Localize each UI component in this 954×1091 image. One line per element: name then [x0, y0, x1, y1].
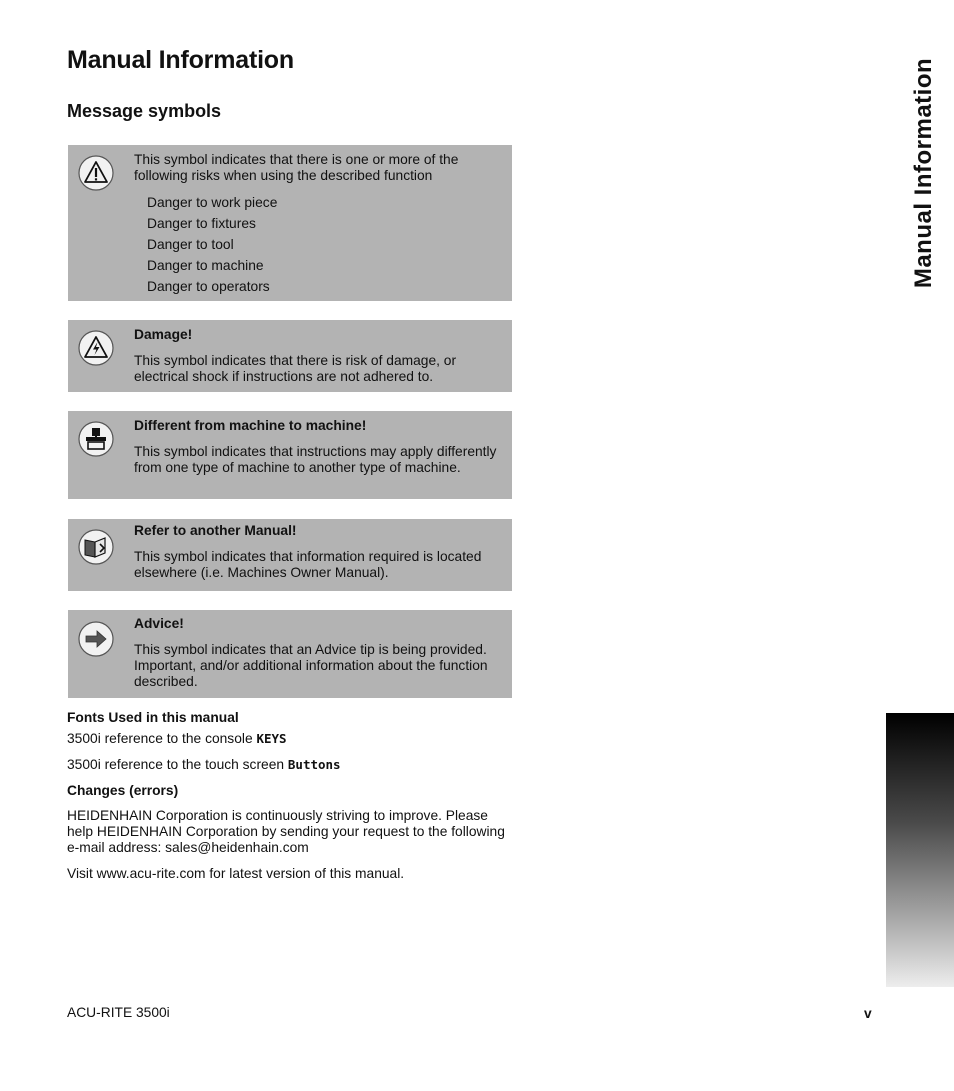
symbol-text	[134, 418, 502, 476]
symbol-text	[134, 616, 502, 690]
side-gradient-bar	[886, 713, 954, 987]
visit-text: Visit www.acu-rite.com for latest version of this manual.	[67, 866, 405, 881]
list-item: Danger to fixtures	[147, 216, 256, 231]
list-item: Danger to operators	[147, 279, 270, 294]
symbol-description: This symbol indicates that instructions may apply differently from one type of machine to another type of machine.	[134, 444, 497, 475]
list-item: Danger to machine	[147, 258, 264, 273]
manual-book-icon	[78, 529, 114, 565]
footer-product: ACU-RITE 3500i	[67, 1005, 170, 1020]
machine-icon	[78, 421, 114, 457]
symbol-box-advice	[68, 610, 512, 698]
symbol-description: This symbol indicates that an Advice tip is being provided. Important, and/or additional information about the function described.	[134, 642, 488, 689]
symbol-heading: Advice!	[134, 616, 184, 631]
changes-section	[67, 783, 513, 882]
keys-sample: KEYS	[256, 731, 287, 746]
list-item: Danger to work piece	[147, 195, 278, 210]
advice-arrow-icon	[78, 621, 114, 657]
electrical-shock-warning-icon	[78, 330, 114, 366]
section-title: Message symbols	[67, 101, 222, 121]
symbol-box-damage	[68, 320, 512, 392]
changes-paragraph: HEIDENHAIN Corporation is continuously striving to improve. Please help HEIDENHAIN Corporation by sending your request to the following e-mail address: sales@heidenhain.com	[67, 808, 505, 855]
warning-exclamation-icon	[78, 155, 114, 191]
page-number: v	[864, 1006, 872, 1021]
symbol-text	[134, 152, 502, 297]
buttons-sample: Buttons	[287, 757, 341, 772]
symbol-text	[134, 327, 502, 385]
side-tab-label	[904, 50, 944, 295]
keys-line	[67, 731, 517, 747]
symbol-text	[134, 523, 502, 581]
buttons-text: 3500i reference to the touch screen	[67, 757, 288, 772]
symbol-description: This symbol indicates that information required is located elsewhere (i.e. Machines Owner Manual).	[134, 549, 482, 580]
symbol-heading: Refer to another Manual!	[134, 523, 297, 538]
symbol-heading: Damage!	[134, 327, 193, 342]
symbol-description: This symbol indicates that there is one or more of the following risks when using the described function	[134, 152, 459, 183]
list-item: Danger to tool	[147, 237, 234, 252]
symbol-description: This symbol indicates that there is risk of damage, or electrical shock if instructions are not adhered to.	[134, 353, 457, 384]
page-title: Manual Information	[67, 46, 294, 74]
keys-text: 3500i reference to the console	[67, 731, 257, 746]
symbol-heading: Different from machine to machine!	[134, 418, 367, 433]
fonts-heading: Fonts Used in this manual	[67, 710, 239, 725]
symbol-box-warning	[68, 145, 512, 301]
buttons-line	[67, 757, 517, 773]
symbol-box-manual	[68, 519, 512, 591]
fonts-section	[67, 710, 517, 773]
changes-heading: Changes (errors)	[67, 783, 179, 798]
side-tab-text: Manual Information	[910, 57, 937, 288]
risk-list	[134, 192, 502, 297]
symbol-box-machine	[68, 411, 512, 499]
